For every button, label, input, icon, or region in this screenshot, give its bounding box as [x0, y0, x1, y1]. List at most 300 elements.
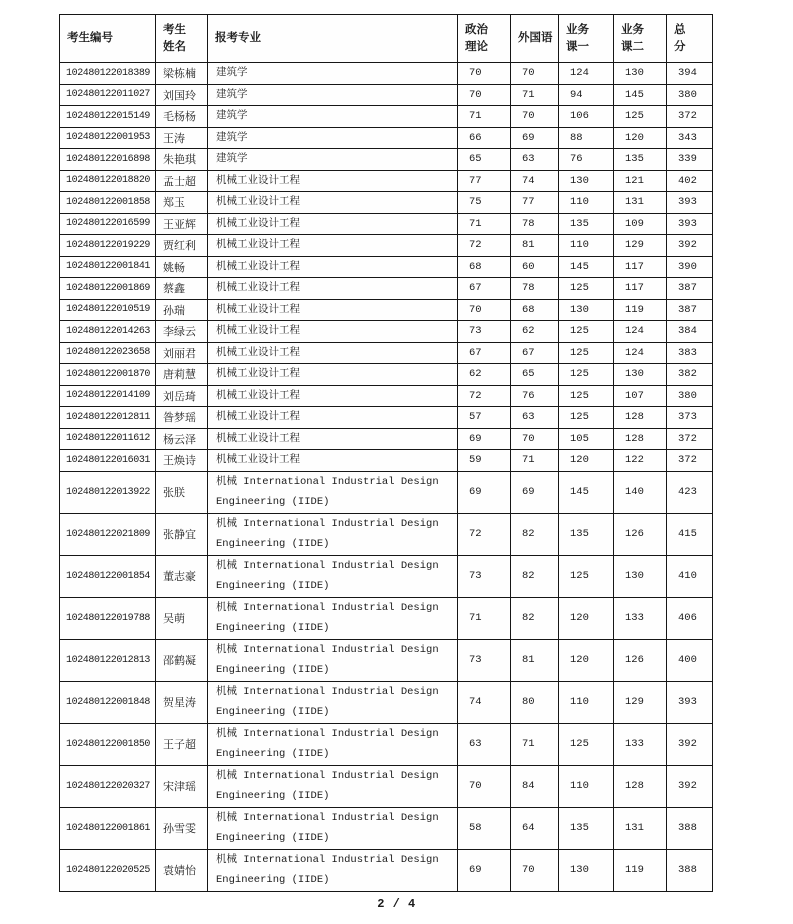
cell-major	[208, 106, 458, 128]
cell-candidate-id: 102480122001854	[60, 555, 156, 597]
cell-major	[208, 597, 458, 639]
cell-candidate-id: 102480122016599	[60, 213, 156, 235]
cell-total-score: 392	[667, 765, 713, 807]
cell-total-score: 388	[667, 807, 713, 849]
header-label-line: 业务	[621, 23, 644, 36]
cell-total-score: 383	[667, 342, 713, 364]
cell-foreign-language-score: 81	[511, 639, 559, 681]
header-label-line: 分	[674, 40, 686, 53]
major-text-line: Engineering (IIDE)	[216, 580, 330, 592]
cell-candidate-name: 刘国玲	[156, 84, 208, 106]
cell-politics-score: 69	[458, 428, 511, 450]
cell-major	[208, 450, 458, 472]
cell-foreign-language-score: 77	[511, 192, 559, 214]
cell-foreign-language-score: 70	[511, 849, 559, 891]
major-text-line: 建筑学	[216, 88, 248, 101]
cell-course1-score: 105	[559, 428, 614, 450]
cell-candidate-id: 102480122001861	[60, 807, 156, 849]
cell-candidate-name: 袁婧怡	[156, 849, 208, 891]
cell-candidate-name: 刘丽君	[156, 342, 208, 364]
header-cell-candidate-id	[60, 15, 156, 63]
cell-major	[208, 555, 458, 597]
major-text-line: 机械 International Industrial Design	[216, 644, 439, 656]
cell-candidate-name: 贺星涛	[156, 681, 208, 723]
cell-foreign-language-score: 76	[511, 385, 559, 407]
cell-politics-score: 73	[458, 321, 511, 343]
cell-candidate-name: 姚畅	[156, 256, 208, 278]
cell-candidate-name: 张朕	[156, 471, 208, 513]
cell-politics-score: 58	[458, 807, 511, 849]
table-row	[60, 385, 713, 407]
cell-politics-score: 74	[458, 681, 511, 723]
major-text-line: 机械工业设计工程	[216, 389, 300, 402]
table-row	[60, 450, 713, 472]
cell-foreign-language-score: 81	[511, 235, 559, 257]
cell-total-score: 373	[667, 407, 713, 429]
cell-candidate-name: 昝梦瑶	[156, 407, 208, 429]
header-cell-total	[667, 15, 713, 63]
cell-candidate-id: 102480122019788	[60, 597, 156, 639]
cell-politics-score: 73	[458, 639, 511, 681]
cell-candidate-id: 102480122001953	[60, 127, 156, 149]
table-row	[60, 235, 713, 257]
cell-course1-score: 120	[559, 597, 614, 639]
cell-candidate-name: 李绿云	[156, 321, 208, 343]
cell-major	[208, 127, 458, 149]
cell-politics-score: 66	[458, 127, 511, 149]
major-text-line: 机械 International Industrial Design	[216, 812, 439, 824]
table-row	[60, 849, 713, 891]
cell-course2-score: 124	[614, 342, 667, 364]
cell-total-score: 387	[667, 278, 713, 300]
cell-candidate-name: 郑玉	[156, 192, 208, 214]
major-text-line: Engineering (IIDE)	[216, 832, 330, 844]
major-text-line: Engineering (IIDE)	[216, 706, 330, 718]
cell-major	[208, 849, 458, 891]
cell-major	[208, 407, 458, 429]
cell-course1-score: 110	[559, 681, 614, 723]
major-text-line: 机械 International Industrial Design	[216, 560, 439, 572]
cell-foreign-language-score: 78	[511, 278, 559, 300]
table-row	[60, 407, 713, 429]
cell-politics-score: 71	[458, 106, 511, 128]
table-row	[60, 127, 713, 149]
cell-course1-score: 120	[559, 639, 614, 681]
table-row	[60, 428, 713, 450]
header-cell-candidate-name	[156, 15, 208, 63]
cell-politics-score: 63	[458, 723, 511, 765]
cell-course1-score: 110	[559, 192, 614, 214]
cell-major	[208, 385, 458, 407]
header-row	[60, 15, 713, 63]
cell-candidate-id: 102480122012813	[60, 639, 156, 681]
cell-course2-score: 128	[614, 765, 667, 807]
cell-total-score: 380	[667, 84, 713, 106]
cell-foreign-language-score: 71	[511, 723, 559, 765]
cell-candidate-id: 102480122001870	[60, 364, 156, 386]
cell-course2-score: 107	[614, 385, 667, 407]
major-text-line: 机械工业设计工程	[216, 346, 300, 359]
cell-politics-score: 67	[458, 342, 511, 364]
header-cell-politics	[458, 15, 511, 63]
table-row	[60, 299, 713, 321]
major-text-line: Engineering (IIDE)	[216, 538, 330, 550]
table-row	[60, 321, 713, 343]
cell-foreign-language-score: 63	[511, 149, 559, 171]
cell-total-score: 392	[667, 235, 713, 257]
cell-course1-score: 106	[559, 106, 614, 128]
cell-foreign-language-score: 82	[511, 555, 559, 597]
table-row	[60, 723, 713, 765]
header-cell-course1	[559, 15, 614, 63]
table-row	[60, 63, 713, 85]
cell-foreign-language-score: 69	[511, 127, 559, 149]
major-text-line: Engineering (IIDE)	[216, 748, 330, 760]
cell-candidate-name: 孙瑞	[156, 299, 208, 321]
cell-candidate-name: 董志豪	[156, 555, 208, 597]
cell-candidate-name: 贾红利	[156, 235, 208, 257]
cell-politics-score: 65	[458, 149, 511, 171]
cell-major	[208, 170, 458, 192]
cell-course1-score: 124	[559, 63, 614, 85]
cell-candidate-id: 102480122011027	[60, 84, 156, 106]
cell-major	[208, 639, 458, 681]
major-text-line: 机械工业设计工程	[216, 303, 300, 316]
major-text-line: 机械 International Industrial Design	[216, 476, 439, 488]
cell-major	[208, 321, 458, 343]
major-text-line: 建筑学	[216, 110, 248, 123]
cell-politics-score: 72	[458, 385, 511, 407]
cell-foreign-language-score: 69	[511, 471, 559, 513]
cell-politics-score: 70	[458, 299, 511, 321]
major-text-line: 机械工业设计工程	[216, 454, 300, 467]
cell-candidate-name: 毛杨杨	[156, 106, 208, 128]
major-text-line: Engineering (IIDE)	[216, 874, 330, 886]
cell-candidate-name: 吴萌	[156, 597, 208, 639]
cell-course1-score: 145	[559, 256, 614, 278]
cell-course2-score: 117	[614, 278, 667, 300]
cell-course1-score: 94	[559, 84, 614, 106]
cell-politics-score: 77	[458, 170, 511, 192]
major-text-line: 机械 International Industrial Design	[216, 602, 439, 614]
cell-course2-score: 126	[614, 639, 667, 681]
major-text-line: 机械工业设计工程	[216, 196, 300, 209]
cell-course1-score: 88	[559, 127, 614, 149]
table-row	[60, 84, 713, 106]
header-label-line: 姓名	[163, 40, 186, 53]
cell-candidate-id: 102480122018389	[60, 63, 156, 85]
header-cell-major	[208, 15, 458, 63]
major-text-line: 建筑学	[216, 131, 248, 144]
cell-foreign-language-score: 60	[511, 256, 559, 278]
cell-total-score: 393	[667, 192, 713, 214]
cell-candidate-name: 朱艳琪	[156, 149, 208, 171]
cell-major	[208, 213, 458, 235]
cell-foreign-language-score: 65	[511, 364, 559, 386]
cell-total-score: 380	[667, 385, 713, 407]
cell-candidate-id: 102480122014109	[60, 385, 156, 407]
cell-foreign-language-score: 70	[511, 106, 559, 128]
cell-foreign-language-score: 82	[511, 597, 559, 639]
cell-course1-score: 120	[559, 450, 614, 472]
cell-candidate-name: 王涛	[156, 127, 208, 149]
cell-foreign-language-score: 62	[511, 321, 559, 343]
cell-total-score: 423	[667, 471, 713, 513]
major-text-line: 机械工业设计工程	[216, 411, 300, 424]
major-text-line: Engineering (IIDE)	[216, 664, 330, 676]
cell-total-score: 382	[667, 364, 713, 386]
cell-major	[208, 278, 458, 300]
cell-politics-score: 69	[458, 471, 511, 513]
cell-major	[208, 428, 458, 450]
cell-candidate-id: 102480122001848	[60, 681, 156, 723]
cell-course2-score: 125	[614, 106, 667, 128]
cell-candidate-name: 王子超	[156, 723, 208, 765]
table-row	[60, 513, 713, 555]
cell-total-score: 384	[667, 321, 713, 343]
major-text-line: 机械 International Industrial Design	[216, 770, 439, 782]
cell-candidate-id: 102480122001858	[60, 192, 156, 214]
cell-foreign-language-score: 78	[511, 213, 559, 235]
cell-course1-score: 125	[559, 555, 614, 597]
cell-course1-score: 125	[559, 278, 614, 300]
cell-course1-score: 125	[559, 407, 614, 429]
cell-major	[208, 765, 458, 807]
cell-total-score: 388	[667, 849, 713, 891]
cell-foreign-language-score: 70	[511, 428, 559, 450]
cell-total-score: 372	[667, 450, 713, 472]
cell-major	[208, 681, 458, 723]
table-row	[60, 639, 713, 681]
header-label-line: 考生编号	[67, 32, 113, 44]
cell-politics-score: 62	[458, 364, 511, 386]
major-text-line: 机械工业设计工程	[216, 325, 300, 338]
header-cell-foreign-language	[511, 15, 559, 63]
cell-candidate-id: 102480122014263	[60, 321, 156, 343]
major-text-line: 机械工业设计工程	[216, 432, 300, 445]
cell-foreign-language-score: 68	[511, 299, 559, 321]
cell-course2-score: 130	[614, 555, 667, 597]
table-row	[60, 149, 713, 171]
cell-candidate-id: 102480122020327	[60, 765, 156, 807]
cell-total-score: 343	[667, 127, 713, 149]
header-label-line: 总	[674, 23, 686, 36]
cell-major	[208, 513, 458, 555]
cell-foreign-language-score: 63	[511, 407, 559, 429]
cell-politics-score: 69	[458, 849, 511, 891]
cell-candidate-name: 宋津瑶	[156, 765, 208, 807]
cell-course2-score: 120	[614, 127, 667, 149]
cell-course2-score: 128	[614, 407, 667, 429]
cell-major	[208, 471, 458, 513]
cell-major	[208, 299, 458, 321]
major-text-line: 机械工业设计工程	[216, 239, 300, 252]
cell-candidate-id: 102480122020525	[60, 849, 156, 891]
header-label-line: 课二	[621, 40, 644, 53]
table-body	[60, 63, 713, 892]
table-row	[60, 192, 713, 214]
cell-candidate-id: 102480122001841	[60, 256, 156, 278]
cell-total-score: 372	[667, 106, 713, 128]
cell-foreign-language-score: 74	[511, 170, 559, 192]
cell-major	[208, 84, 458, 106]
cell-candidate-id: 102480122021809	[60, 513, 156, 555]
cell-candidate-name: 孟士超	[156, 170, 208, 192]
cell-course1-score: 130	[559, 849, 614, 891]
table-row	[60, 765, 713, 807]
cell-course1-score: 110	[559, 765, 614, 807]
table-row	[60, 213, 713, 235]
major-text-line: 机械工业设计工程	[216, 368, 300, 381]
table-row	[60, 256, 713, 278]
cell-politics-score: 71	[458, 597, 511, 639]
cell-foreign-language-score: 71	[511, 450, 559, 472]
header-label-line: 政治	[465, 23, 488, 36]
cell-course2-score: 145	[614, 84, 667, 106]
cell-course1-score: 130	[559, 299, 614, 321]
cell-course2-score: 129	[614, 235, 667, 257]
cell-course2-score: 133	[614, 597, 667, 639]
cell-candidate-id: 102480122019229	[60, 235, 156, 257]
cell-politics-score: 70	[458, 765, 511, 807]
cell-politics-score: 59	[458, 450, 511, 472]
cell-candidate-name: 孙雪雯	[156, 807, 208, 849]
cell-course2-score: 140	[614, 471, 667, 513]
cell-total-score: 387	[667, 299, 713, 321]
cell-candidate-id: 102480122013922	[60, 471, 156, 513]
header-label-line: 考生	[163, 23, 186, 36]
cell-course2-score: 135	[614, 149, 667, 171]
cell-major	[208, 723, 458, 765]
cell-total-score: 410	[667, 555, 713, 597]
cell-total-score: 393	[667, 213, 713, 235]
major-text-line: Engineering (IIDE)	[216, 496, 330, 508]
cell-course1-score: 125	[559, 321, 614, 343]
cell-course2-score: 129	[614, 681, 667, 723]
cell-major	[208, 149, 458, 171]
major-text-line: 机械 International Industrial Design	[216, 728, 439, 740]
cell-course1-score: 130	[559, 170, 614, 192]
cell-course2-score: 119	[614, 299, 667, 321]
cell-candidate-name: 张静宜	[156, 513, 208, 555]
major-text-line: 机械 International Industrial Design	[216, 518, 439, 530]
cell-foreign-language-score: 71	[511, 84, 559, 106]
cell-politics-score: 72	[458, 235, 511, 257]
cell-candidate-name: 杨云泽	[156, 428, 208, 450]
cell-total-score: 400	[667, 639, 713, 681]
header-label-line: 理论	[465, 40, 488, 53]
cell-total-score: 406	[667, 597, 713, 639]
cell-foreign-language-score: 82	[511, 513, 559, 555]
cell-total-score: 402	[667, 170, 713, 192]
cell-candidate-id: 102480122012811	[60, 407, 156, 429]
cell-course1-score: 135	[559, 513, 614, 555]
major-text-line: Engineering (IIDE)	[216, 622, 330, 634]
cell-course1-score: 125	[559, 723, 614, 765]
cell-course2-score: 109	[614, 213, 667, 235]
cell-politics-score: 71	[458, 213, 511, 235]
cell-course2-score: 117	[614, 256, 667, 278]
cell-course1-score: 135	[559, 213, 614, 235]
major-text-line: Engineering (IIDE)	[216, 790, 330, 802]
major-text-line: 建筑学	[216, 153, 248, 166]
cell-foreign-language-score: 70	[511, 63, 559, 85]
cell-foreign-language-score: 80	[511, 681, 559, 723]
cell-total-score: 415	[667, 513, 713, 555]
table-row	[60, 106, 713, 128]
cell-candidate-name: 邵鹤凝	[156, 639, 208, 681]
cell-total-score: 339	[667, 149, 713, 171]
cell-course2-score: 131	[614, 192, 667, 214]
header-label-line: 外国语	[518, 32, 553, 44]
page-indicator: 2 / 4	[377, 897, 416, 911]
table-row	[60, 807, 713, 849]
major-text-line: 机械工业设计工程	[216, 217, 300, 230]
cell-course2-score: 119	[614, 849, 667, 891]
major-text-line: 机械工业设计工程	[216, 282, 300, 295]
cell-candidate-id: 102480122001869	[60, 278, 156, 300]
cell-candidate-id: 102480122016031	[60, 450, 156, 472]
cell-politics-score: 75	[458, 192, 511, 214]
cell-politics-score: 57	[458, 407, 511, 429]
cell-candidate-id: 102480122016898	[60, 149, 156, 171]
cell-total-score: 372	[667, 428, 713, 450]
table-row	[60, 278, 713, 300]
cell-major	[208, 235, 458, 257]
cell-politics-score: 72	[458, 513, 511, 555]
cell-candidate-id: 102480122010519	[60, 299, 156, 321]
table-row	[60, 471, 713, 513]
major-text-line: 建筑学	[216, 67, 248, 80]
cell-total-score: 390	[667, 256, 713, 278]
cell-candidate-name: 刘岳琦	[156, 385, 208, 407]
cell-course1-score: 125	[559, 364, 614, 386]
cell-candidate-id: 102480122018820	[60, 170, 156, 192]
cell-major	[208, 364, 458, 386]
cell-total-score: 394	[667, 63, 713, 85]
major-text-line: 机械 International Industrial Design	[216, 686, 439, 698]
cell-total-score: 393	[667, 681, 713, 723]
cell-course1-score: 145	[559, 471, 614, 513]
cell-major	[208, 256, 458, 278]
cell-major	[208, 192, 458, 214]
cell-foreign-language-score: 67	[511, 342, 559, 364]
table-row	[60, 342, 713, 364]
cell-course1-score: 76	[559, 149, 614, 171]
cell-candidate-id: 102480122015149	[60, 106, 156, 128]
cell-major	[208, 342, 458, 364]
header-label-line: 课一	[566, 40, 589, 53]
score-table	[59, 14, 713, 892]
major-text-line: 机械工业设计工程	[216, 260, 300, 273]
cell-major	[208, 807, 458, 849]
cell-politics-score: 73	[458, 555, 511, 597]
table-row	[60, 555, 713, 597]
cell-candidate-id: 102480122023658	[60, 342, 156, 364]
cell-course1-score: 135	[559, 807, 614, 849]
table-row	[60, 364, 713, 386]
header-label-line: 报考专业	[215, 32, 261, 44]
cell-politics-score: 70	[458, 63, 511, 85]
cell-course1-score: 125	[559, 342, 614, 364]
table-row	[60, 597, 713, 639]
cell-candidate-id: 102480122011612	[60, 428, 156, 450]
cell-course2-score: 131	[614, 807, 667, 849]
table-header	[60, 15, 713, 63]
cell-course2-score: 130	[614, 63, 667, 85]
table-row	[60, 170, 713, 192]
major-text-line: 机械工业设计工程	[216, 174, 300, 187]
